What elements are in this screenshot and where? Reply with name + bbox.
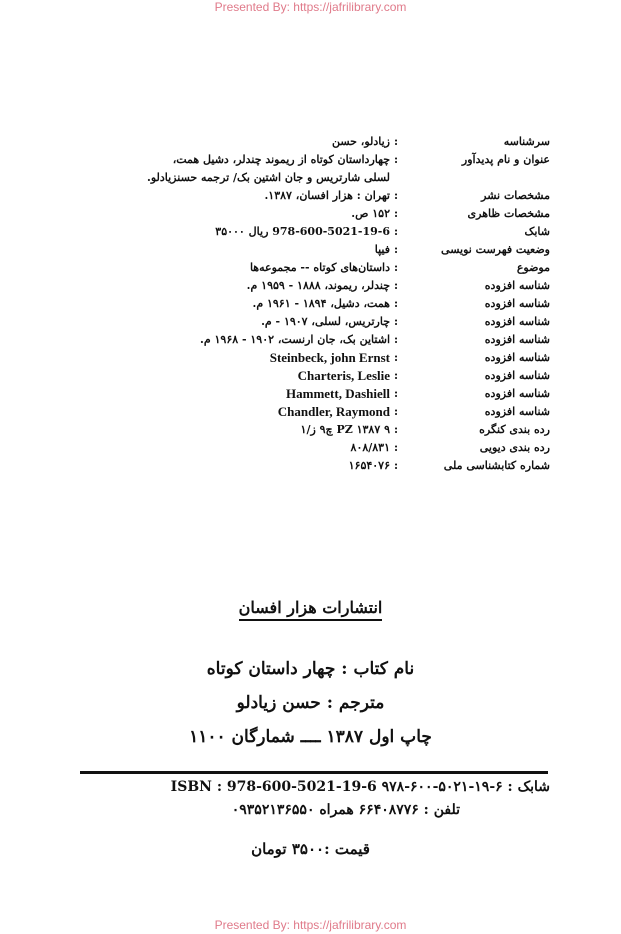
catalog-label: شناسه افزوده [484, 369, 550, 382]
catalog-colon: : [393, 351, 398, 364]
catalog-colon: : [393, 225, 398, 238]
catalog-row [150, 241, 550, 259]
catalog-row [150, 259, 550, 277]
catalog-label: رده بندی دیویی [479, 441, 550, 454]
catalog-colon: : [393, 279, 398, 292]
catalog-label: شناسه افزوده [484, 333, 550, 346]
catalog-colon: : [393, 297, 398, 310]
catalog-colon: : [393, 387, 398, 400]
catalog-row [150, 457, 550, 475]
catalog-colon: : [393, 333, 398, 346]
catalog-value: چندلر، ریموند، ۱۸۸۸ - ۱۹۵۹ م. [246, 279, 390, 292]
phone-line: تلفن : ۶۶۴۰۸۷۷۶ همراه ۰۹۳۵۲۱۳۶۵۵۰ [231, 802, 460, 818]
translator: مترجم : حسن زیادلو [236, 693, 385, 713]
catalog-colon: : [393, 405, 398, 418]
catalog-row [150, 349, 550, 367]
isbn-line: شابک : ۶-۱۹-۵۰۲۱-۶۰۰-۹۷۸ ISBN : 978-600-5021-19-6 [170, 779, 550, 795]
catalog-label: شماره کتابشناسی ملی [443, 459, 550, 472]
catalog-label: عنوان و نام پدیدآور [461, 153, 550, 166]
catalog-colon: : [393, 459, 398, 472]
catalog-colon: : [393, 243, 398, 256]
catalog-value: چارتریس، لسلی، ۱۹۰۷ - م. [261, 315, 390, 328]
catalog-row [150, 277, 550, 295]
catalog-value: داستان‌های کوتاه -- مجموعه‌ها [249, 261, 390, 274]
catalog-value: چهارداستان کوتاه از ریموند چندلر، دشیل همت، لسلی شارتریس و جان اشتین بک/ ترجمه حسنزیادلو. [147, 153, 390, 184]
catalog-row [150, 223, 550, 241]
catalog-row [150, 295, 550, 313]
catalog-colon: : [393, 207, 398, 220]
publisher-heading [0, 598, 621, 617]
catalog-label: وضعیت فهرست نویسی [441, 243, 550, 256]
price: قیمت :۳۵۰۰ تومان [251, 840, 370, 858]
catalog-colon: : [393, 261, 398, 274]
catalog-label: مشخصات نشر [481, 189, 550, 202]
watermark-bottom: Presented By: https://jafrilibrary.com [214, 918, 407, 932]
catalog-colon: : [393, 369, 398, 382]
catalog-row [150, 187, 550, 205]
catalog-label: شناسه افزوده [484, 387, 550, 400]
catalog-value: زیادلو، حسن [331, 135, 390, 148]
publisher-name: انتشارات هزار افسان [239, 598, 383, 621]
catalog-row [147, 151, 550, 187]
catalog-label: شناسه افزوده [484, 351, 550, 364]
title-block [0, 652, 621, 754]
catalog-row [150, 133, 550, 151]
catalog-label: سرشناسه [503, 135, 550, 148]
catalog-row [150, 205, 550, 223]
catalog-row [150, 367, 550, 385]
catalog-colon: : [393, 153, 398, 166]
catalog-label: موضوع [516, 261, 550, 274]
catalog-colon: : [393, 135, 398, 148]
divider [80, 771, 548, 774]
catalog-row [150, 385, 550, 403]
edition-info: چاپ اول ۱۳۸۷ ــــ شمارگان ۱۱۰۰ [189, 727, 432, 747]
catalog-value: ۱۵۲ ص. [351, 207, 390, 220]
catalog-value: Charteris, Leslie [297, 368, 390, 383]
catalog-value: ۱۶۵۴۰۷۶ [348, 459, 390, 472]
catalog-colon: : [393, 441, 398, 454]
watermark-top: Presented By: https://jafrilibrary.com [214, 0, 407, 14]
catalog-value: همت، دشیل، ۱۸۹۴ - ۱۹۶۱ م. [252, 297, 390, 310]
book-title: نام کتاب : چهار داستان کوتاه [206, 659, 415, 679]
catalog-value: تهران : هزار افسان، ۱۳۸۷. [264, 189, 390, 202]
catalog-label: شناسه افزوده [484, 297, 550, 310]
catalog-value: اشتاین بک، جان ارنست، ۱۹۰۲ - ۱۹۶۸ م. [200, 333, 390, 346]
catalog-value: Hammett, Dashiell [286, 386, 390, 401]
catalog-value-isbn: 978-600-5021-19-6 ریال ۳۵۰۰۰ [215, 225, 390, 238]
catalog-value: ۸۰۸/۸۳۱ [350, 441, 390, 454]
catalog-row [150, 439, 550, 457]
catalog-label: شناسه افزوده [484, 405, 550, 418]
catalog-colon: : [393, 315, 398, 328]
catalog-label: شناسه افزوده [484, 279, 550, 292]
catalog-colon: : [393, 423, 398, 436]
catalog-label: رده بندی کنگره [479, 423, 550, 436]
catalog-label: مشخصات ظاهری [467, 207, 550, 220]
catalog-row [150, 421, 550, 439]
catalog-block [147, 133, 550, 475]
catalog-value: Chandler, Raymond [277, 404, 390, 419]
catalog-label: شابک [524, 225, 550, 238]
catalog-label: شناسه افزوده [484, 315, 550, 328]
catalog-value: فیپا [374, 243, 390, 256]
catalog-row [150, 313, 550, 331]
catalog-colon: : [393, 189, 398, 202]
catalog-value: PZ ۱۳۸۷ ۹ چ۹ ز/۱ [300, 423, 390, 436]
catalog-row [150, 403, 550, 421]
catalog-row [150, 331, 550, 349]
catalog-value: Steinbeck, john Ernst [269, 350, 390, 365]
